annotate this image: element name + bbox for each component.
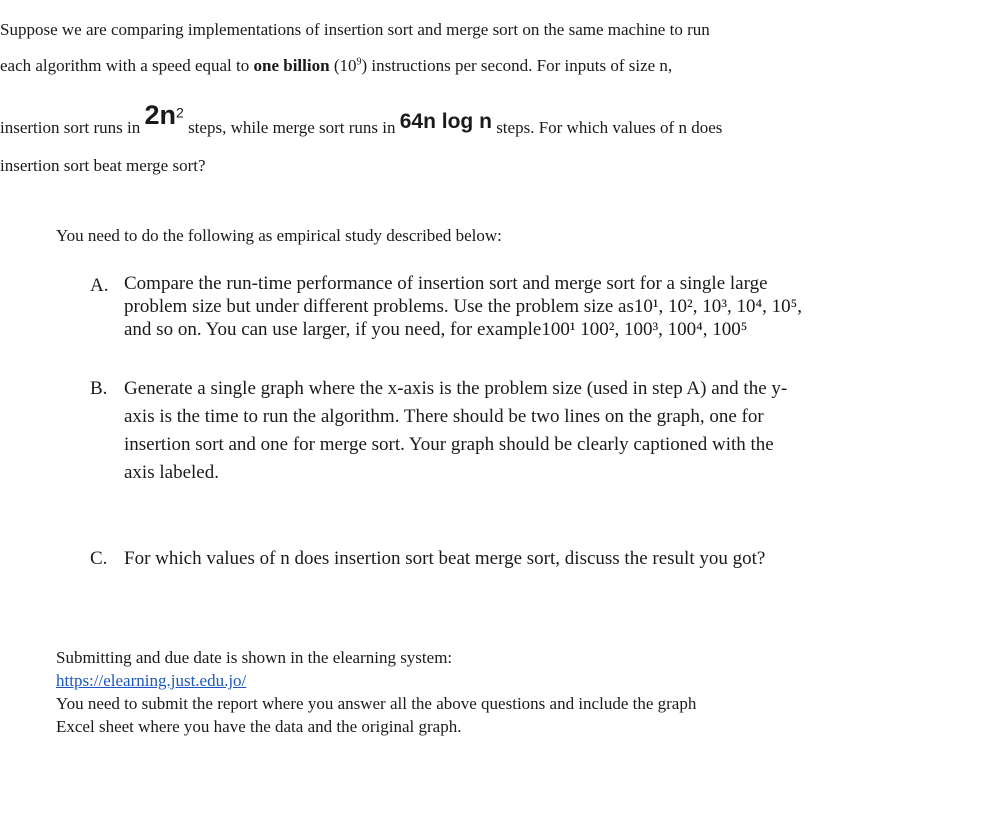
intro-line-4: insertion sort beat merge sort? — [0, 156, 206, 175]
intro-line-2-post: ) instructions per second. For inputs of size n, — [361, 56, 673, 75]
item-line: insertion sort and one for merge sort. Your graph should be clearly captioned with the — [124, 434, 774, 455]
list-item-text — [124, 545, 944, 573]
elearning-link[interactable]: https://elearning.just.edu.jo/ — [56, 671, 247, 690]
submission-line: Submitting and due date is shown in the elearning system: — [56, 648, 453, 667]
insertion-cost-exponent: 2 — [176, 104, 184, 121]
item-line: problem size but under different problems. Use the problem size as10¹, 10², 10³, 10⁴, 10⁵, — [124, 296, 802, 317]
intro-line-3-pre: insertion sort runs in — [0, 118, 145, 137]
item-line: and so on. You can use larger, if you need, for example100¹ 100², 100³, 100⁴, 100⁵ — [124, 319, 748, 340]
intro-line-2-paren: (10 — [329, 56, 357, 75]
intro-line-3 — [0, 100, 723, 137]
list-marker: A. — [90, 275, 109, 296]
merge-cost-formula: 64n log n — [399, 110, 492, 133]
intro-line-1: Suppose we are comparing implementations of insertion sort and merge sort on the same machine to run — [0, 20, 710, 39]
submission-notes — [56, 646, 696, 738]
intro-line-2-pre: each algorithm with a speed equal to — [0, 56, 254, 75]
list-item-text — [124, 375, 944, 487]
insertion-cost-formula: 2n — [144, 100, 177, 130]
intro-line-3-post: steps. For which values of n does — [491, 118, 723, 137]
list-marker: B. — [90, 378, 108, 399]
item-line: Generate a single graph where the x-axis is the problem size (used in step A) and the y- — [124, 378, 788, 399]
task-lead: You need to do the following as empirical study described below: — [56, 226, 502, 245]
item-line: For which values of n does insertion sort beat merge sort, discuss the result you got? — [124, 548, 766, 569]
item-line: Compare the run-time performance of insertion sort and merge sort for a single large — [124, 273, 768, 294]
speed-exponent: 9 — [356, 56, 362, 68]
list-item-text — [124, 272, 944, 341]
list-marker: C. — [90, 548, 108, 569]
speed-emphasis: one billion — [253, 56, 330, 75]
item-line: axis labeled. — [124, 462, 219, 483]
submission-line: Excel sheet where you have the data and the original graph. — [56, 717, 462, 736]
intro-line-2 — [0, 56, 672, 76]
item-line: axis is the time to run the algorithm. There should be two lines on the graph, one for — [124, 406, 764, 427]
submission-line: You need to submit the report where you answer all the above questions and include the graph — [56, 694, 697, 713]
intro-line-3-mid: steps, while merge sort runs in — [183, 118, 400, 137]
